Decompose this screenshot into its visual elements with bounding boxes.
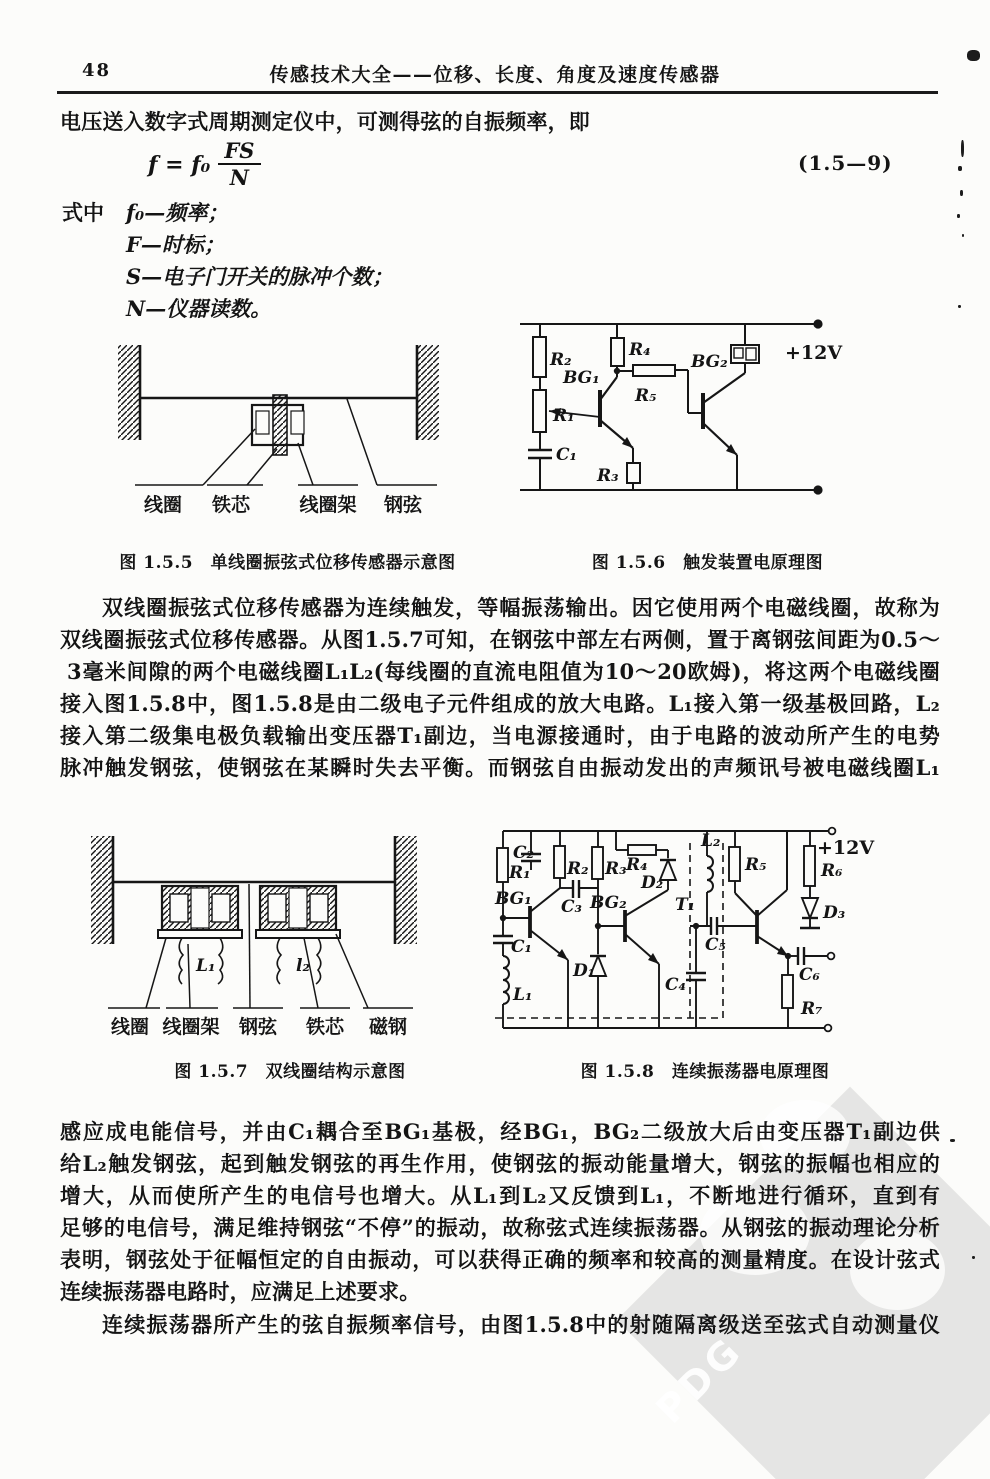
fig155-label: 线圈架 (299, 494, 357, 516)
fig158-label-c4: C₄ (665, 975, 686, 995)
text-line: 双线圈振弦式位移传感器为连续触发，等幅振荡输出。因它使用两个电磁线圈，故称为 (102, 595, 940, 620)
scan-speck (972, 1256, 975, 1259)
text-line: 接入图1.5.8中，图1.5.8是由二级电子元件组成的放大电路。L₁接入第一级基极回路，L₂ (60, 690, 940, 716)
fig157-label: 铁芯 (305, 1016, 345, 1038)
text-line: 表明，钢弦处于征幅恒定的自由振动，可以获得正确的频率和较高的测量精度。在设计弦式 (60, 1246, 940, 1272)
fig-156-trigger-circuit (505, 315, 845, 505)
fig156-label-r2: R₂ (550, 350, 572, 370)
page-number: 48 (82, 60, 112, 81)
scan-speck (960, 190, 963, 196)
where-item: F—时标； (126, 232, 225, 257)
text-line: 足够的电信号，满足维持钢弦“不停”的振动，故称弦式连续振荡器。从钢弦的振动理论分析 (60, 1214, 940, 1240)
text-line: 连续振荡器电路时，应满足上述要求。 (60, 1278, 421, 1304)
fig158-label-r3: R₃ (605, 859, 627, 879)
fig157-coil-l1: L₁ (196, 956, 216, 976)
fig158-label-r7: R₇ (801, 999, 823, 1019)
where-item: N—仪器读数。 (126, 296, 272, 321)
book-header-title: 传感技术大全——位移、长度、角度及速度传感器 (269, 64, 721, 86)
right-wall-hatch (417, 345, 439, 440)
fig156-label-c1: C₁ (556, 445, 577, 465)
fig157-caption: 图 1.5.7 双线圈结构示意图 (174, 1062, 406, 1082)
fig158-label-r2: R₂ (567, 859, 589, 879)
fig158-label-c2: C₂ (513, 843, 534, 863)
fig158-label-c3: C₃ (561, 897, 582, 917)
fig156-label-r4: R₄ (629, 340, 651, 360)
intro-line: 电压送入数字式周期测定仪中，可测得弦的自振频率，即 (60, 109, 590, 134)
fig157-label: 线圈架 (162, 1016, 220, 1038)
fig155-label: 钢弦 (383, 494, 423, 516)
fig158-label-c1: C₁ (511, 937, 532, 957)
fig156-label-r3: R₃ (597, 466, 619, 486)
fig156-label-r1: R₁ (553, 406, 575, 426)
fig158-label-l1: L₁ (513, 985, 533, 1005)
formula-1-5-9 (148, 139, 262, 190)
fig155-label: 线圈 (143, 494, 183, 516)
header-rule (57, 91, 938, 94)
fig156-label-bg2: BG₂ (691, 352, 728, 372)
pdg-watermark-text: PDG (647, 1328, 752, 1432)
scan-speck (950, 1139, 955, 1142)
fig158-label-c6: C₆ (799, 965, 820, 985)
scan-speck (958, 166, 962, 171)
fig158-label-l2: L₂ (701, 831, 721, 851)
text-line: 脉冲触发钢弦，使钢弦在某瞬时失去平衡。而钢弦自由振动发出的声频讯号被电磁线圈L₁ (60, 754, 940, 780)
where-item: S—电子门开关的脉冲个数； (126, 264, 394, 289)
formula-fraction (216, 139, 262, 190)
fig157-label: 钢弦 (238, 1016, 278, 1038)
text-line: 连续振荡器所产生的弦自振频率信号，由图1.5.8中的射随隔离级送至弦式自动测量仪 (102, 1312, 940, 1337)
scan-speck (957, 214, 960, 218)
fig157-coil-l2: l₂ (296, 956, 310, 976)
fig156-label-12v: +12V (785, 342, 843, 364)
fig158-label-t1: T₁ (675, 895, 696, 915)
fig158-label-d1: D₁ (573, 961, 596, 981)
fig156-caption: 图 1.5.6 触发装置电原理图 (591, 553, 824, 573)
text-line: 增大，从而使所产生的电信号也增大。从L₁到L₂又反馈到L₁，不断地进行循环，直到有 (60, 1182, 940, 1208)
fig158-caption: 图 1.5.8 连续振荡器电原理图 (580, 1062, 830, 1082)
coil-window-left (256, 411, 269, 434)
text-line: 双线圈振弦式位移传感器。从图1.5.7可知，在钢弦中部左右两侧，置于离钢弦间距为0.5～ (60, 626, 940, 652)
fig155-label: 铁芯 (211, 494, 251, 516)
scan-speck (961, 140, 964, 157)
fig157-label: 磁钢 (368, 1016, 408, 1038)
fig158-label-r4: R₄ (626, 855, 648, 875)
fig158-label-r1: R₁ (509, 863, 531, 883)
scan-speck (962, 234, 964, 237)
equation-number: (1.5—9) (798, 151, 893, 175)
iron-core (273, 395, 287, 455)
coil-window-right (291, 411, 304, 434)
text-line: 感应成电能信号，并由C₁耦合至BG₁基极，经BG₁，BG₂二级放大后由变压器T₁副边供 (60, 1119, 940, 1144)
fig158-label-bg2: BG₂ (590, 893, 627, 913)
text-line: 给L₂触发钢弦，起到触发钢弦的再生作用，使钢弦的振动能量增大，钢弦的振幅也相应的 (60, 1150, 940, 1176)
fig-155-single-coil-diagram (85, 333, 455, 523)
fig-158-oscillator-circuit (483, 818, 883, 1043)
where-item: f₀—频率； (126, 200, 229, 225)
formula-numerator: FS (224, 138, 255, 163)
fig158-label-r5: R₅ (745, 855, 767, 875)
where-label: 式中 (62, 200, 104, 225)
fig158-label-12v: +12V (817, 837, 875, 859)
fig157-label: 线圈 (110, 1016, 150, 1038)
fig158-label-d2: D₂ (641, 873, 664, 893)
fig-157-double-coil-diagram (78, 826, 428, 1048)
fig158-label-c5: C₅ (705, 935, 726, 955)
formula-denominator: N (218, 163, 261, 190)
fig158-label-d3: D₃ (823, 903, 846, 923)
fig158-label-r6: R₆ (821, 861, 843, 881)
fig155-caption: 图 1.5.5 单线圈振弦式位移传感器示意图 (119, 553, 456, 573)
scan-speck (958, 305, 961, 308)
fig158-label-bg1: BG₁ (495, 889, 532, 909)
left-wall-hatch (118, 345, 140, 440)
text-line: 3毫米间隙的两个电磁线圈L₁L₂(每线圈的直流电阻值为10～20欧姆)，将这两个电磁线圈 (67, 658, 940, 684)
fig156-label-bg1: BG₁ (563, 368, 600, 388)
text-line: 接入第二级集电极负载输出变压器T₁副边，当电源接通时，由于电路的波动所产生的电势 (60, 722, 940, 748)
fig156-label-r5: R₅ (635, 386, 657, 406)
formula-lhs: f = f₀ (148, 151, 211, 178)
